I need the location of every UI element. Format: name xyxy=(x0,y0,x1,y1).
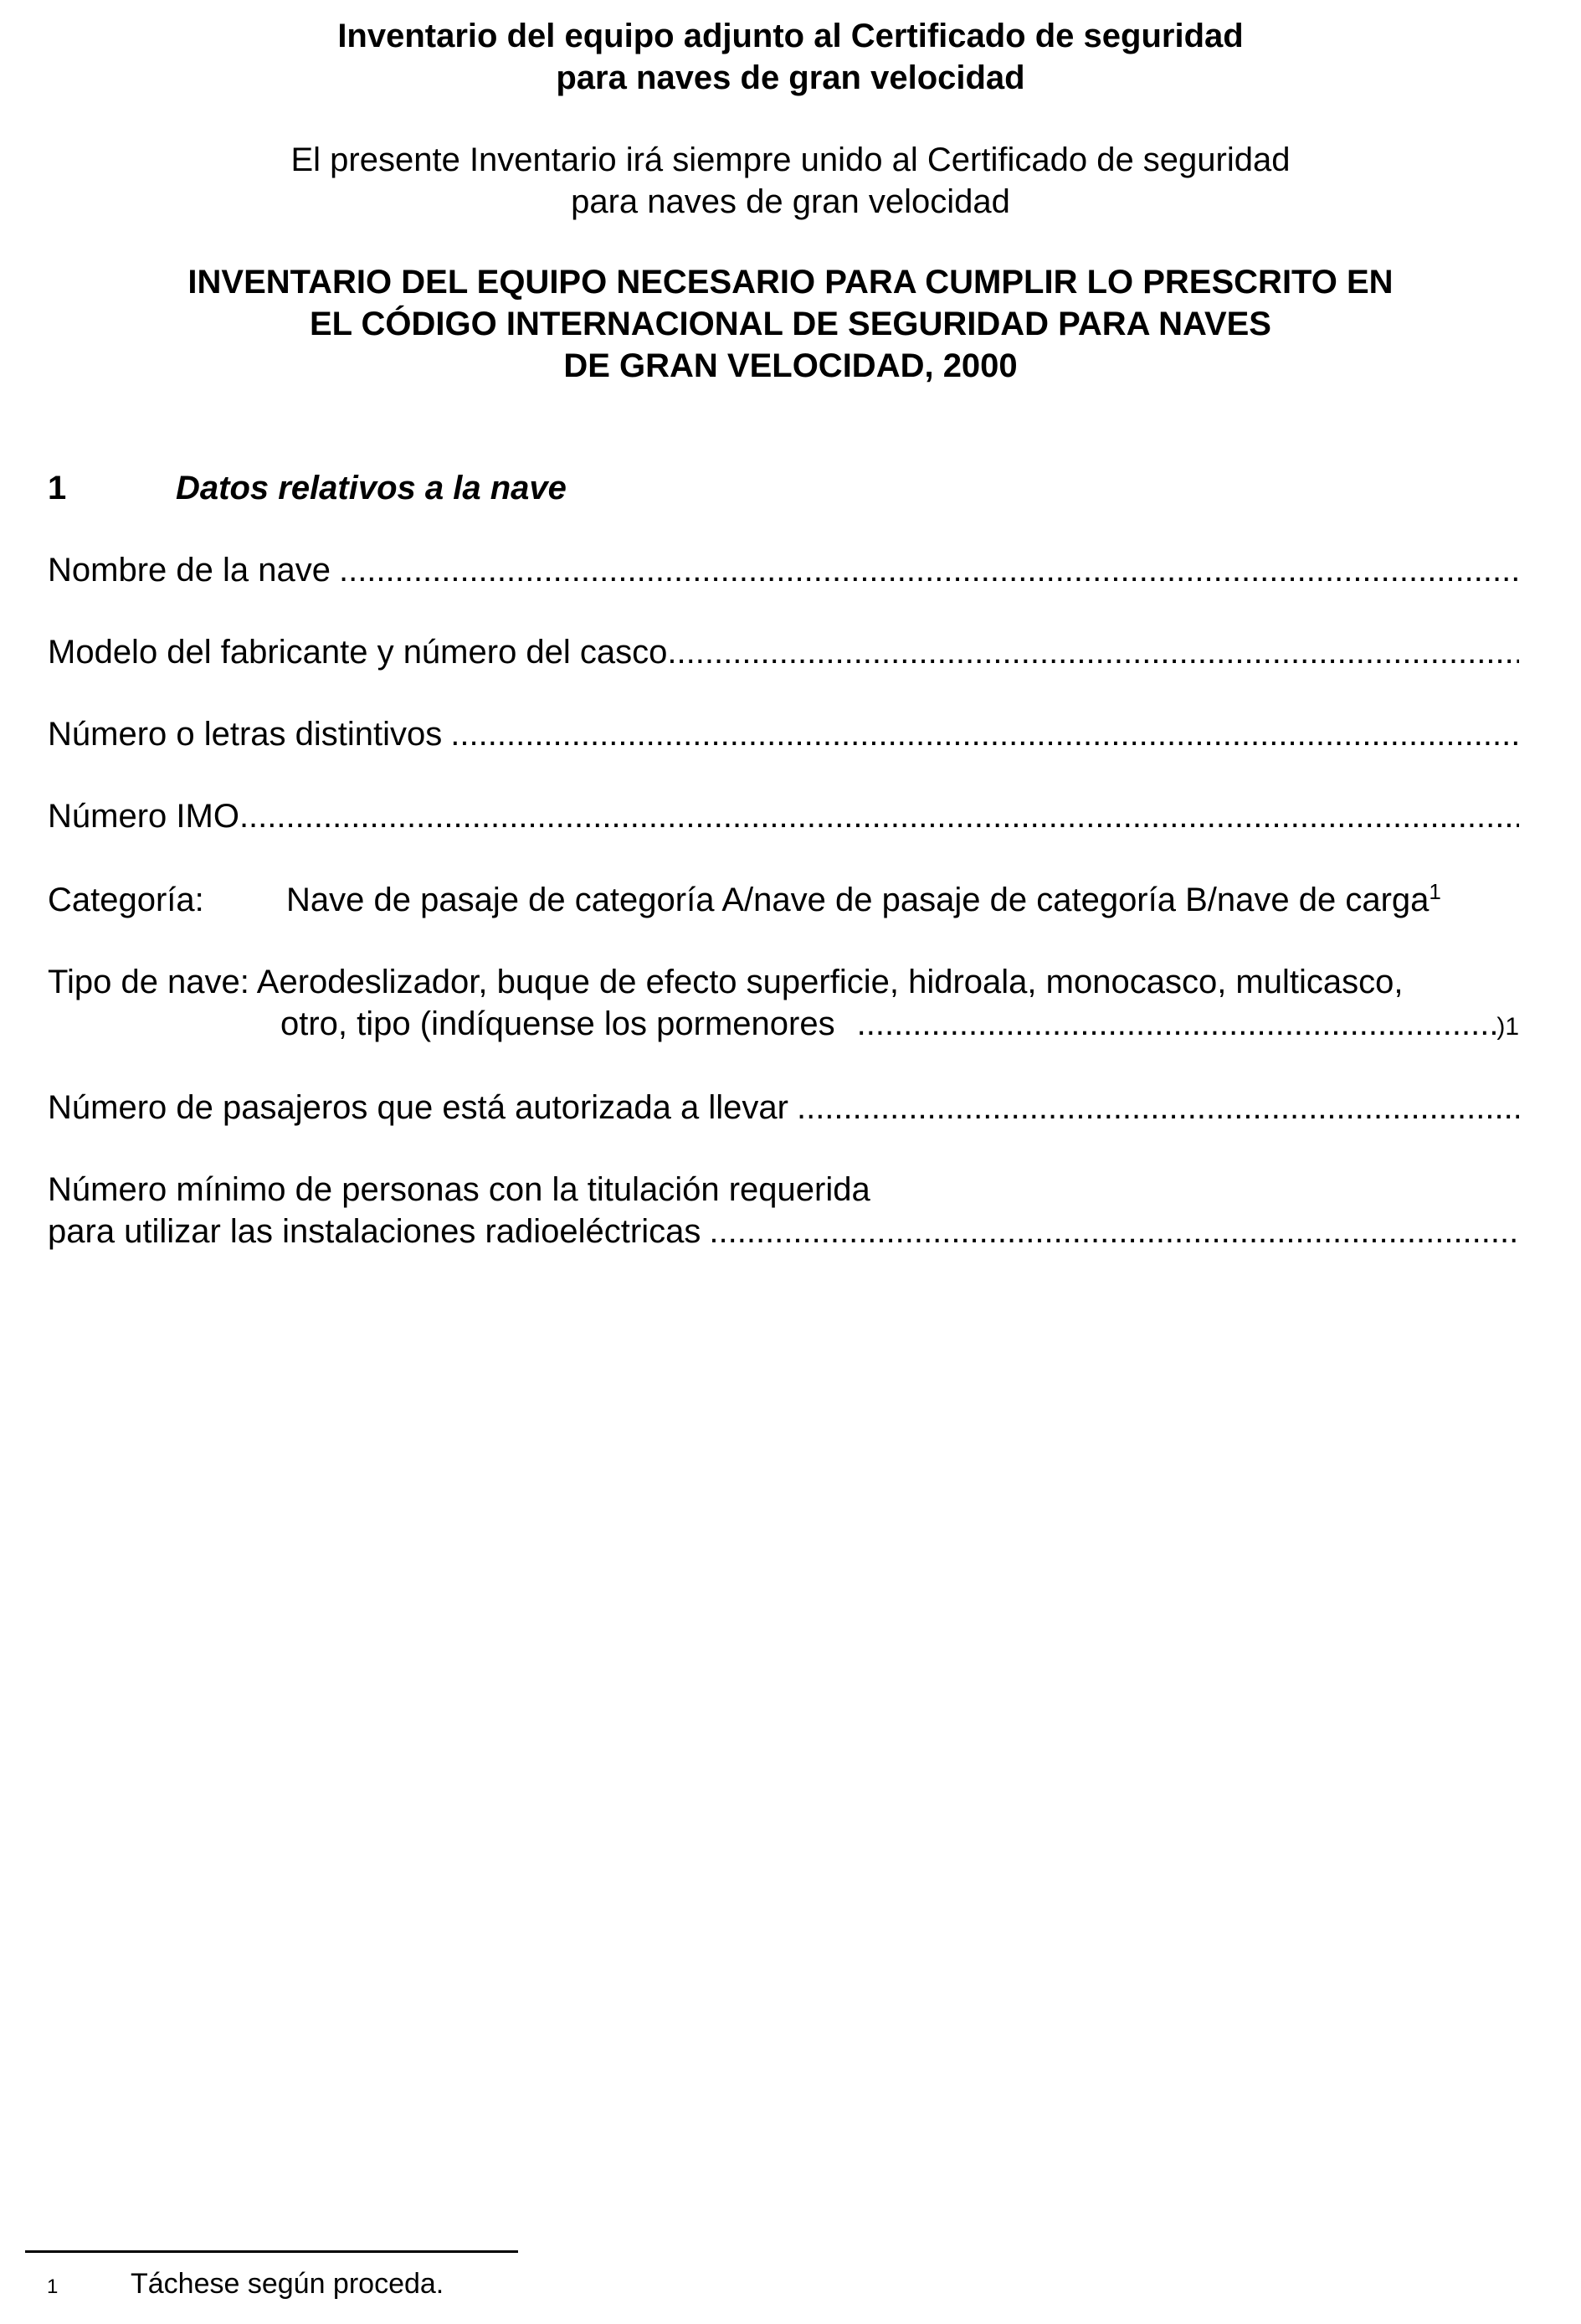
field-builder-model xyxy=(48,631,1519,673)
title-line-2: para naves de gran velocidad xyxy=(556,59,1025,96)
field-label: Número de pasajeros que está autorizada a llevar xyxy=(48,1089,788,1126)
fill-in-dots xyxy=(797,1087,1519,1129)
notice-line-1: El presente Inventario irá siempre unido al Certificado de seguridad xyxy=(290,141,1291,178)
radio-line-1: Número mínimo de personas con la titulación requerida xyxy=(48,1171,870,1208)
footnote-text: Táchese según proceda. xyxy=(131,2268,444,2300)
field-category xyxy=(48,879,1519,921)
inventory-heading-line-2: EL CÓDIGO INTERNACIONAL DE SEGURIDAD PARA NAVES xyxy=(310,306,1271,342)
fill-in-dots xyxy=(667,631,1519,673)
field-distinctive-number xyxy=(48,713,1519,755)
footnote-divider xyxy=(25,2250,518,2253)
field-craft-type xyxy=(48,961,1519,1003)
craft-type-line-2: otro, tipo (indíquense los pormenores xyxy=(280,1005,835,1042)
fill-in-dots xyxy=(857,1003,1497,1045)
fill-in-dots xyxy=(709,1211,1519,1252)
category-label: Categoría: xyxy=(48,882,204,918)
footnote-number: 1 xyxy=(47,2275,59,2298)
inventory-heading-line-3: DE GRAN VELOCIDAD, 2000 xyxy=(563,347,1018,384)
category-value: Nave de pasaje de categoría A/nave de pasaje de categoría B/nave de carga xyxy=(286,882,1430,918)
attachment-notice xyxy=(0,139,1581,223)
section-heading xyxy=(48,467,567,509)
field-label: Modelo del fabricante y número del casco xyxy=(48,634,668,671)
field-label: Número IMO xyxy=(48,798,239,835)
fill-in-dots xyxy=(450,713,1519,755)
craft-type-line-1: Tipo de nave: Aerodeslizador, buque de efecto superficie, hidroala, monocasco, multicasco, xyxy=(48,964,1404,1000)
closing-paren: ) xyxy=(1496,1013,1506,1041)
section-title: Datos relativos a la nave xyxy=(176,470,567,506)
field-radio-personnel-detail xyxy=(48,1211,1519,1252)
field-radio-personnel xyxy=(48,1169,1519,1211)
title-line-1: Inventario del equipo adjunto al Certificado de seguridad xyxy=(337,18,1244,54)
radio-line-2: para utilizar las instalaciones radioeléctricas xyxy=(48,1213,701,1250)
section-number: 1 xyxy=(48,470,67,506)
footnote xyxy=(47,2265,444,2306)
field-label: Nombre de la nave xyxy=(48,552,331,589)
fill-in-dots xyxy=(239,795,1519,837)
field-imo-number xyxy=(48,795,1519,837)
field-passengers xyxy=(48,1087,1519,1129)
field-craft-type-detail xyxy=(48,1003,1519,1048)
fill-in-dots xyxy=(339,549,1519,591)
notice-line-2: para naves de gran velocidad xyxy=(571,183,1010,220)
field-ship-name xyxy=(48,549,1519,591)
field-label: Número o letras distintivos xyxy=(48,716,443,753)
document-title xyxy=(0,15,1581,99)
footnote-ref: 1 xyxy=(1505,1013,1519,1041)
inventory-heading-line-1: INVENTARIO DEL EQUIPO NECESARIO PARA CUMPLIR LO PRESCRITO EN xyxy=(187,264,1394,301)
footnote-ref: 1 xyxy=(1429,879,1441,904)
inventory-heading xyxy=(0,261,1581,387)
